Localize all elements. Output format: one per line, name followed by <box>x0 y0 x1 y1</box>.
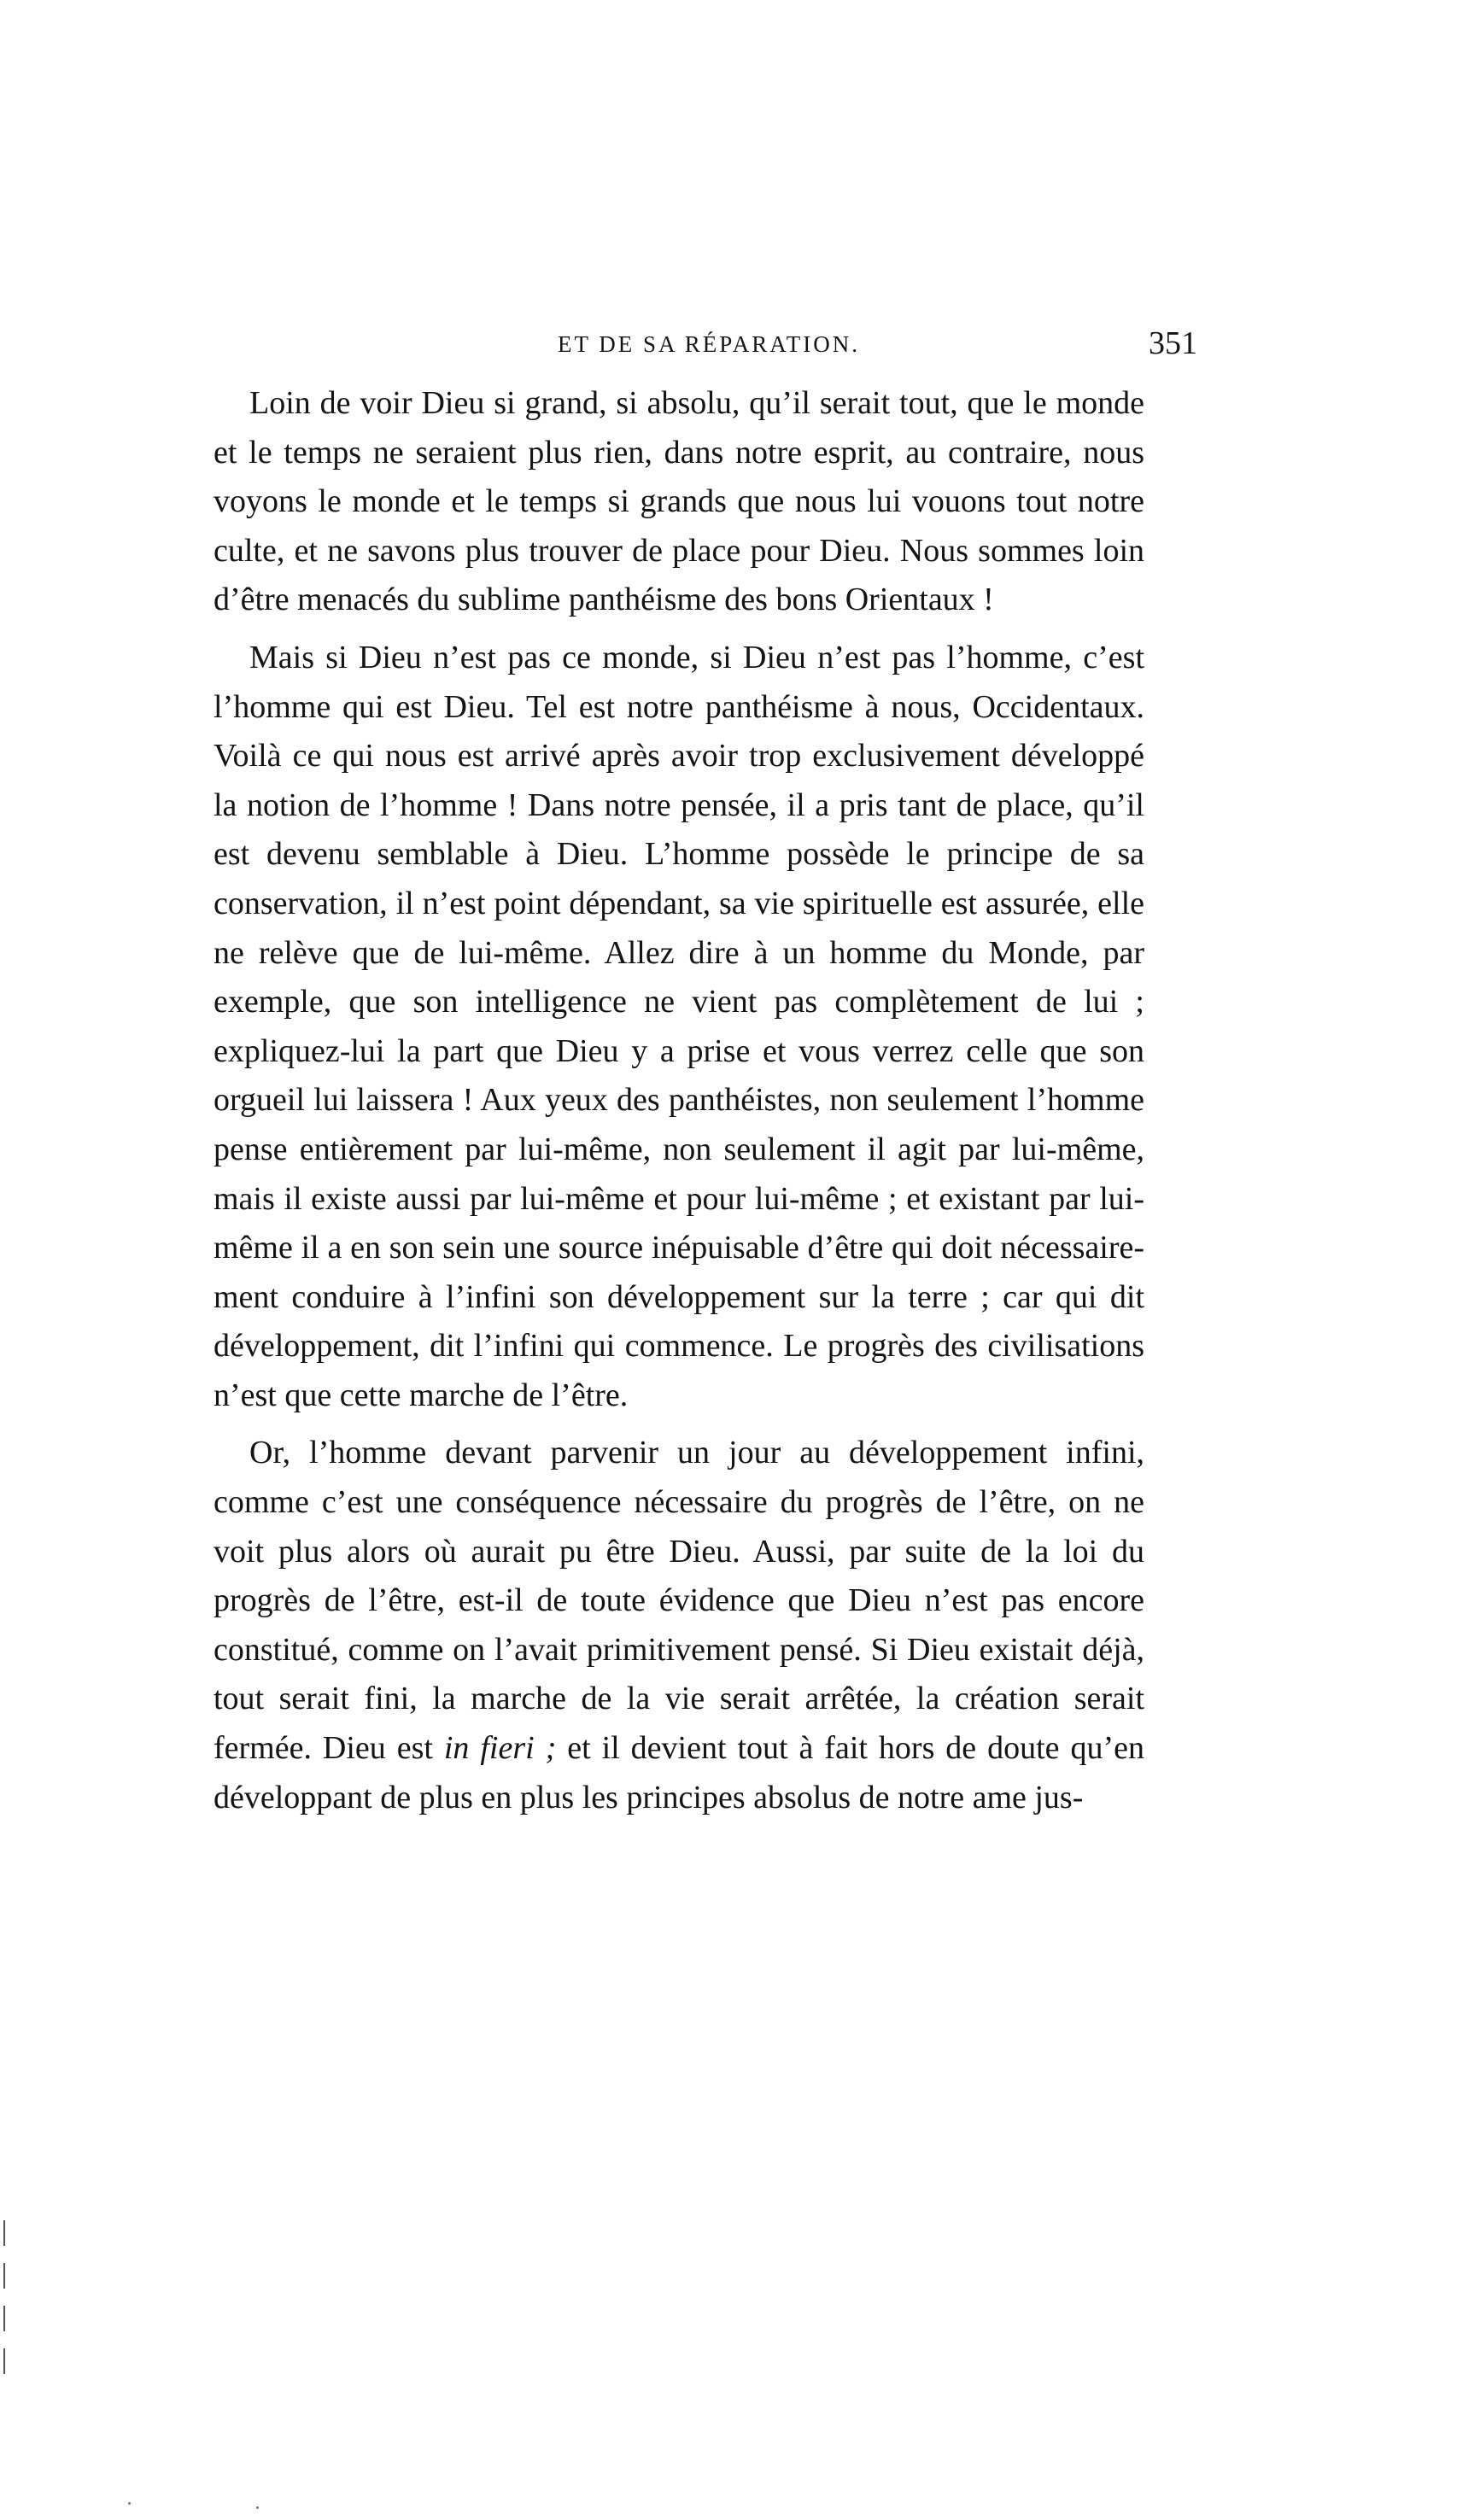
scan-speck <box>128 2502 131 2505</box>
paragraph-2: Mais si Dieu n’est pas ce monde, si Dieu n’est pas l’homme, c’est l’homme qui est Dieu. Tel est notre panthéisme à nous, Occidentaux. Voilà ce qui nous est arrivé après avoir trop exclusivement développé la notion de l’homme ! Dans notre pensée, il a pris tant de place, qu’il est devenu semblable à Dieu. L’homme possède le principe de sa conservation, il n’est point dépendant, sa vie spirituelle est assurée, elle ne relève que de lui-même. Allez dire à un homme du Monde, par exemple, que son intelligence ne vient pas complètement de lui ; expliquez-lui la part que Dieu y a prise et vous verrez celle que son orgueil lui laissera ! Aux yeux des panthéistes, non seulement l’homme pense entièrement par lui-même, non seulement il agit par lui-même, mais il existe aussi par lui-même et pour lui-même ; et existant par lui-même il a en son sein une source inépuisable d’être qui doit nécessairement conduire à l’infini son développement sur la terre ; car qui dit développement, dit l’infini qui commence. Le progrès des civilisations n’est que cette marche de l’être. <box>214 639 1144 1413</box>
running-head <box>214 325 1204 367</box>
scan-margin-tick <box>3 2263 5 2289</box>
running-title: ET DE SA RÉPARATION. <box>557 331 861 357</box>
paragraph-1: Loin de voir Dieu si grand, si absolu, qu’il serait tout, que le monde et le temps ne seraient plus rien, dans notre esprit, au contraire, nous voyons le monde et le temps si grands que nous lui vouons tout notre culte, et ne savons plus trouver de place pour Dieu. Nous sommes loin d’être menacés du sublime panthéisme des bons Orientaux ! <box>214 385 1144 618</box>
scan-margin-tick <box>3 2348 5 2374</box>
scan-margin-tick <box>3 2306 5 2331</box>
text-body <box>214 379 1144 1822</box>
italic-phrase: in fieri ; <box>443 1730 557 1767</box>
page-number: 351 <box>1149 325 1197 361</box>
scan-margin-marks <box>3 2220 6 2434</box>
scan-speck <box>256 2506 259 2509</box>
paragraph-3-text-b: et il devient tout à fait hors de doute qu’en développant de plus en plus les principes absolus de notre ame jus- <box>214 1730 1144 1815</box>
paragraph-3-text-a: Or, l’homme devant parvenir un jour au développement infini, comme c’est une conséquence nécessaire du progrès de l’être, on ne voit plus alors où aurait pu être Dieu. Aussi, par suite de la loi du progrès de l’être, est-il de toute évidence que Dieu n’est pas encore constitué, comme on l’avait primitivement pensé. Si Dieu existait déjà, tout serait fini, la marche de la vie serait arrêtée, la création serait fermée. Dieu est <box>214 1435 1144 1767</box>
paragraph-3 <box>214 1429 1144 1822</box>
scan-margin-tick <box>3 2220 5 2246</box>
